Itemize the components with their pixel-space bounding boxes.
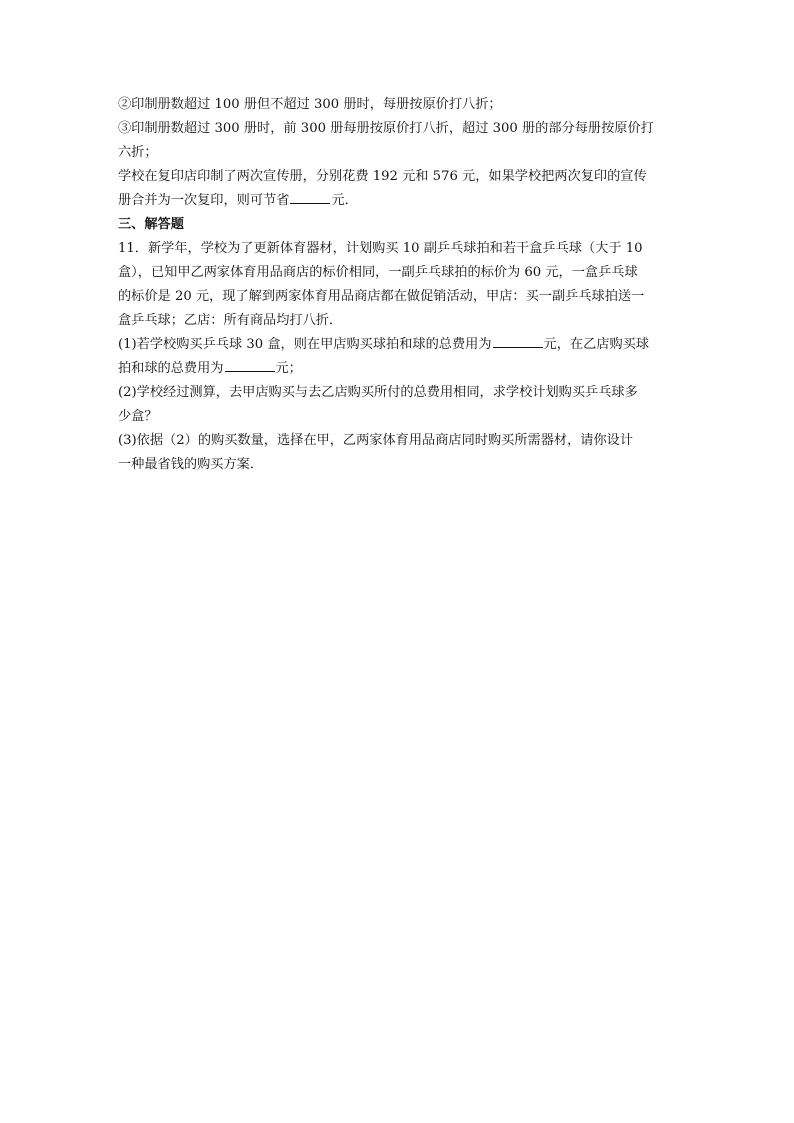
question-11-part2-line2: 少盒？	[118, 409, 158, 424]
question-10-line2	[118, 189, 678, 213]
question-10-text-before-blank: 册合并为一次复印，则可节省	[118, 193, 290, 208]
question-10-text-after-blank: 元．	[331, 193, 358, 208]
rule-3-text-line1: ③印制册数超过 300 册时，前 300 册每册按原价打八折，超过 300 册的部分每册按原价打	[118, 121, 654, 136]
question-11-intro-line3: 的标价是 20 元，现了解到两家体育用品商店都在做促销活动，甲店：买一副乒乓球拍送一	[118, 289, 645, 304]
answer-blank[interactable]	[225, 357, 275, 372]
question-11-part1-line2	[118, 357, 678, 381]
part1-line2-text-after-blank: 元；	[275, 361, 302, 376]
question-10-line1: 学校在复印店印制了两次宣传册，分别花费 192 元和 576 元，如果学校把两次复印的宣传	[118, 169, 647, 184]
question-11-part3-line2: 一种最省钱的购买方案．	[118, 457, 264, 472]
question-11-intro-line4: 盒乒乓球；乙店：所有商品均打八折．	[118, 313, 343, 328]
document-page	[118, 93, 678, 477]
answer-blank[interactable]	[290, 189, 330, 204]
part1-text-after-blank: 元，在乙店购买球	[543, 337, 650, 352]
section-heading: 三、解答题	[118, 217, 184, 232]
question-11-intro-line1: 11．新学年，学校为了更新体育器材，计划购买 10 副乒乓球拍和若干盒乒乓球（大于 10	[118, 241, 643, 256]
rule-2-text: ②印制册数超过 100 册但不超过 300 册时，每册按原价打八折；	[118, 97, 502, 112]
question-11-part3-line1: (3)依据（2）的购买数量，选择在甲，乙两家体育用品商店同时购买所需器材，请你设计	[118, 433, 634, 448]
part1-text-before-blank: (1)若学校购买乒乓球 30 盒，则在甲店购买球拍和球的总费用为	[118, 337, 492, 352]
answer-blank[interactable]	[493, 333, 543, 348]
part1-line2-text-before-blank: 拍和球的总费用为	[118, 361, 224, 376]
question-11-part1-line1	[118, 333, 678, 357]
question-11-part2-line1: (2)学校经过测算，去甲店购买与去乙店购买所付的总费用相同，求学校计划购买乒乓球多	[118, 385, 638, 400]
rule-3-text-line2: 六折；	[118, 145, 158, 160]
question-11-intro-line2: 盒），已知甲乙两家体育用品商店的标价相同，一副乒乓球拍的标价为 60 元，一盒乒乓球	[118, 265, 638, 280]
